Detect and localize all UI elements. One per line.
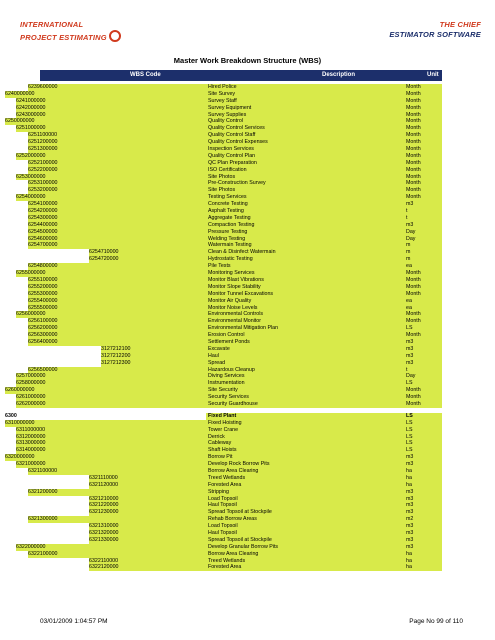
table-row xyxy=(0,236,495,243)
unit-cell: ea xyxy=(404,305,442,312)
description-cell: Borrow Area Clearing xyxy=(206,551,404,558)
unit-cell: Month xyxy=(404,153,442,160)
table-row xyxy=(0,242,495,249)
table-row xyxy=(0,482,495,489)
unit-cell: m3 xyxy=(404,496,442,503)
unit-cell: Month xyxy=(404,180,442,187)
wbs-code-cell: 6321200000 xyxy=(28,489,206,496)
wbs-code-cell: 6242000000 xyxy=(16,105,206,112)
description-cell: Hydrostatic Testing xyxy=(206,256,404,263)
description-cell: Tower Crane xyxy=(206,427,404,434)
table-row xyxy=(0,468,495,475)
unit-cell: Month xyxy=(404,160,442,167)
table-row xyxy=(0,544,495,551)
description-cell: ISO Certification xyxy=(206,167,404,174)
unit-cell: Month xyxy=(404,187,442,194)
logo-right-line2: ESTIMATOR SOFTWARE xyxy=(389,30,481,39)
wbs-code-cell: 6322100000 xyxy=(28,551,206,558)
wbs-code-cell: 6321300000 xyxy=(28,516,206,523)
description-cell: Survey Staff xyxy=(206,98,404,105)
footer-page-number: Page No 99 of 110 xyxy=(409,618,463,625)
description-cell: Environmental Mitigation Plan xyxy=(206,325,404,332)
unit-cell: Month xyxy=(404,284,442,291)
wbs-code-cell: 6256000000 xyxy=(16,311,206,318)
table-row xyxy=(0,249,495,256)
unit-cell: Day xyxy=(404,229,442,236)
description-cell: Asphalt Testing xyxy=(206,208,404,215)
wbs-code-cell: 6256300000 xyxy=(28,332,206,339)
description-cell: Excavate xyxy=(206,346,404,353)
description-cell: Environmental Monitor xyxy=(206,318,404,325)
wbs-code-cell: 6254300000 xyxy=(28,215,206,222)
unit-cell: LS xyxy=(404,434,442,441)
logo-right-line1: THE CHIEF xyxy=(439,20,481,29)
wbs-code-cell: 6239600000 xyxy=(28,84,206,91)
unit-cell: Month xyxy=(404,311,442,318)
unit-cell: LS xyxy=(404,420,442,427)
unit-cell: Month xyxy=(404,318,442,325)
chief-estimator-logo xyxy=(371,20,481,40)
description-cell: Hazardous Cleanup xyxy=(206,367,404,374)
description-cell: Quality Control Plan xyxy=(206,153,404,160)
table-row xyxy=(0,174,495,181)
unit-cell: ha xyxy=(404,468,442,475)
wbs-code-cell: 6255400000 xyxy=(28,298,206,305)
wbs-code-cell: 6252000000 xyxy=(16,153,206,160)
table-row xyxy=(0,291,495,298)
description-cell: Compaction Testing xyxy=(206,222,404,229)
description-cell: Quality Control Services xyxy=(206,125,404,132)
table-row xyxy=(0,427,495,434)
table-row xyxy=(0,367,495,374)
wbs-code-cell: 6321230000 xyxy=(89,509,206,516)
description-cell: Haul Topsoil xyxy=(206,502,404,509)
wbs-code-cell: 6240000000 xyxy=(5,91,206,98)
table-row xyxy=(0,332,495,339)
logo-left-line1: INTERNATIONAL xyxy=(20,20,84,29)
wbs-code-cell: 6255300000 xyxy=(28,291,206,298)
unit-cell: m3 xyxy=(404,537,442,544)
table-row xyxy=(0,84,495,91)
wbs-code-cell: 6322110000 xyxy=(89,558,206,565)
wbs-code-cell: 6254100000 xyxy=(28,201,206,208)
table-row xyxy=(0,112,495,119)
table-row xyxy=(0,208,495,215)
description-cell: Watermain Testing xyxy=(206,242,404,249)
wbs-code-cell: 6241000000 xyxy=(16,98,206,105)
wbs-code-cell: 6311000000 xyxy=(16,427,206,434)
description-cell: Forested Area xyxy=(206,564,404,571)
table-row xyxy=(0,339,495,346)
unit-cell: LS xyxy=(404,447,442,454)
description-cell: Fixed Hoisting xyxy=(206,420,404,427)
unit-cell: Month xyxy=(404,291,442,298)
description-cell: Aggregate Testing xyxy=(206,215,404,222)
column-header-code: WBS Code xyxy=(130,72,161,78)
logo-left-line2: PROJECT ESTIMATING xyxy=(20,30,140,43)
wbs-code-cell: 6321110000 xyxy=(89,475,206,482)
table-row xyxy=(0,461,495,468)
table-row xyxy=(0,325,495,332)
table-row xyxy=(0,180,495,187)
table-row xyxy=(0,146,495,153)
wbs-code-cell: 6252200000 xyxy=(28,167,206,174)
unit-cell: LS xyxy=(404,427,442,434)
logo-mark-icon xyxy=(109,30,121,42)
table-row xyxy=(0,360,495,367)
table-row xyxy=(0,380,495,387)
table-row xyxy=(0,502,495,509)
table-row xyxy=(0,530,495,537)
description-cell: Erosion Control xyxy=(206,332,404,339)
wbs-code-cell: 6255100000 xyxy=(28,277,206,284)
unit-cell: t xyxy=(404,208,442,215)
unit-cell: LS xyxy=(404,380,442,387)
unit-cell: ea xyxy=(404,298,442,305)
table-row xyxy=(0,118,495,125)
description-cell: Instrumentation xyxy=(206,380,404,387)
unit-cell: Month xyxy=(404,132,442,139)
unit-cell: Month xyxy=(404,167,442,174)
wbs-code-cell: 6310000000 xyxy=(5,420,206,427)
description-cell: Monitor Noise Levels xyxy=(206,305,404,312)
wbs-code-cell: 6256400000 xyxy=(28,339,206,346)
wbs-code-cell: 6253100000 xyxy=(28,180,206,187)
table-row xyxy=(0,298,495,305)
description-cell: Develop Granular Borrow Pits xyxy=(206,544,404,551)
unit-cell: Month xyxy=(404,401,442,408)
unit-cell: Month xyxy=(404,194,442,201)
unit-cell: Month xyxy=(404,125,442,132)
unit-cell: m xyxy=(404,249,442,256)
table-row xyxy=(0,284,495,291)
wbs-code-cell: 6321210000 xyxy=(89,496,206,503)
table-row xyxy=(0,523,495,530)
wbs-code-cell: 6314000000 xyxy=(16,447,206,454)
unit-cell: Day xyxy=(404,236,442,243)
table-row xyxy=(0,346,495,353)
table-row xyxy=(0,91,495,98)
description-cell: Derrick xyxy=(206,434,404,441)
wbs-code-cell: 6250000000 xyxy=(5,118,206,125)
description-cell: Site Photos xyxy=(206,187,404,194)
description-cell: Haul xyxy=(206,353,404,360)
description-cell: Welding Testing xyxy=(206,236,404,243)
description-cell: Borrow Area Clearing xyxy=(206,468,404,475)
wbs-code-cell: 6254200000 xyxy=(28,208,206,215)
description-cell: Fixed Plant xyxy=(206,413,404,420)
description-cell: Site Survey xyxy=(206,91,404,98)
unit-cell: ha xyxy=(404,564,442,571)
description-cell: Rehab Borrow Areas xyxy=(206,516,404,523)
table-row xyxy=(0,305,495,312)
unit-cell: m3 xyxy=(404,489,442,496)
wbs-code-cell: 6256500000 xyxy=(28,367,206,374)
footer-timestamp: 03/01/2009 1:04:57 PM xyxy=(40,618,108,625)
wbs-code-cell: 6321220000 xyxy=(89,502,206,509)
unit-cell: m xyxy=(404,242,442,249)
unit-cell: m3 xyxy=(404,339,442,346)
description-cell: Survey Supplies xyxy=(206,112,404,119)
table-row xyxy=(0,167,495,174)
unit-cell: Month xyxy=(404,332,442,339)
wbs-code-cell: 6321320000 xyxy=(89,530,206,537)
unit-cell: ha xyxy=(404,558,442,565)
table-row xyxy=(0,551,495,558)
description-cell: Load Topsoil xyxy=(206,523,404,530)
table-row xyxy=(0,353,495,360)
table-row xyxy=(0,373,495,380)
table-row xyxy=(0,105,495,112)
description-cell: Diving Services xyxy=(206,373,404,380)
wbs-code-cell: 6253200000 xyxy=(28,187,206,194)
table-row xyxy=(0,125,495,132)
description-cell: Pre-Construction Survey xyxy=(206,180,404,187)
table-row xyxy=(0,160,495,167)
description-cell: Inspection Services xyxy=(206,146,404,153)
wbs-code-cell: 6321100000 xyxy=(28,468,206,475)
table-row xyxy=(0,516,495,523)
description-cell: Testing Services xyxy=(206,194,404,201)
table-row xyxy=(0,413,495,420)
unit-cell: Month xyxy=(404,394,442,401)
wbs-code-cell: 6256100000 xyxy=(28,318,206,325)
unit-cell: m3 xyxy=(404,523,442,530)
description-cell: Spread Topsoil at Stockpile xyxy=(206,509,404,516)
description-cell: Spread Topsoil at Stockpile xyxy=(206,537,404,544)
wbs-code-cell: 6255500000 xyxy=(28,305,206,312)
wbs-code-cell: 6255000000 xyxy=(16,270,206,277)
table-row xyxy=(0,509,495,516)
description-cell: Hired Police xyxy=(206,84,404,91)
table-row xyxy=(0,558,495,565)
unit-cell: Month xyxy=(404,91,442,98)
unit-cell: m3 xyxy=(404,509,442,516)
unit-cell: Month xyxy=(404,112,442,119)
description-cell: Shaft Hoists xyxy=(206,447,404,454)
table-row xyxy=(0,440,495,447)
unit-cell: Month xyxy=(404,387,442,394)
description-cell: Monitor Tunnel Excavations xyxy=(206,291,404,298)
description-cell: Monitor Blast Vibrations xyxy=(206,277,404,284)
table-row xyxy=(0,447,495,454)
description-cell: Treed Wetlands xyxy=(206,475,404,482)
wbs-code-cell: 6258000000 xyxy=(16,380,206,387)
table-row xyxy=(0,454,495,461)
unit-cell: m3 xyxy=(404,530,442,537)
unit-cell: t xyxy=(404,367,442,374)
unit-cell: LS xyxy=(404,440,442,447)
table-row xyxy=(0,394,495,401)
unit-cell: Month xyxy=(404,277,442,284)
table-row xyxy=(0,270,495,277)
wbs-code-cell: 6260000000 xyxy=(5,387,206,394)
wbs-code-cell: 6261000000 xyxy=(16,394,206,401)
wbs-code-cell: 3127212200 xyxy=(101,353,206,360)
column-header-description: Description xyxy=(322,72,356,78)
wbs-code-cell: 6254800000 xyxy=(28,263,206,270)
wbs-code-cell: 3127212100 xyxy=(101,346,206,353)
table-row xyxy=(0,537,495,544)
description-cell: Quality Control Staff xyxy=(206,132,404,139)
table-row xyxy=(0,139,495,146)
unit-cell: Month xyxy=(404,98,442,105)
description-cell: Develop Rock Borrow Pits xyxy=(206,461,404,468)
description-cell: Site Photos xyxy=(206,174,404,181)
wbs-code-cell: 6254000000 xyxy=(16,194,206,201)
wbs-code-cell: 6251000000 xyxy=(16,125,206,132)
unit-cell: Month xyxy=(404,84,442,91)
table-row xyxy=(0,98,495,105)
table-row xyxy=(0,387,495,394)
international-project-estimating-logo xyxy=(20,20,140,43)
unit-cell: Month xyxy=(404,139,442,146)
wbs-code-cell: 6300 xyxy=(5,412,17,419)
unit-cell: m2 xyxy=(404,516,442,523)
description-cell: Environmental Controls xyxy=(206,311,404,318)
description-cell: Security Guardhouse xyxy=(206,401,404,408)
table-header xyxy=(40,70,442,81)
column-header-unit: Unit xyxy=(427,72,439,78)
wbs-code-cell: 6321000000 xyxy=(16,461,206,468)
unit-cell: LS xyxy=(404,413,442,420)
table-row xyxy=(0,132,495,139)
wbs-code-cell: 6322120000 xyxy=(89,564,206,571)
description-cell: Quality Control Expenses xyxy=(206,139,404,146)
unit-cell: ha xyxy=(404,551,442,558)
description-cell: Concrete Testing xyxy=(206,201,404,208)
description-cell: Monitor Slope Stability xyxy=(206,284,404,291)
wbs-code-cell: 6243000000 xyxy=(16,112,206,119)
table-row xyxy=(0,420,495,427)
description-cell: Stripping xyxy=(206,489,404,496)
description-cell: Treed Wetlands xyxy=(206,558,404,565)
table-row xyxy=(0,434,495,441)
description-cell: Clean & Disinfect Watermain xyxy=(206,249,404,256)
table-row xyxy=(0,489,495,496)
wbs-code-cell: 6321310000 xyxy=(89,523,206,530)
unit-cell: Month xyxy=(404,146,442,153)
wbs-table-body xyxy=(0,84,495,571)
unit-cell: m3 xyxy=(404,360,442,367)
wbs-code-cell: 6253000000 xyxy=(16,174,206,181)
table-row xyxy=(0,277,495,284)
table-row xyxy=(0,153,495,160)
wbs-code-cell: 6312000000 xyxy=(16,434,206,441)
table-row xyxy=(0,496,495,503)
unit-cell: m xyxy=(404,256,442,263)
wbs-code-cell: 6254400000 xyxy=(28,222,206,229)
unit-cell: Month xyxy=(404,174,442,181)
description-cell: Security Services xyxy=(206,394,404,401)
unit-cell: Month xyxy=(404,118,442,125)
wbs-code-cell: 6252100000 xyxy=(28,160,206,167)
description-cell: Cableway xyxy=(206,440,404,447)
wbs-code-cell: 6254700000 xyxy=(28,242,206,249)
description-cell: Haul Topsoil xyxy=(206,530,404,537)
unit-cell: m3 xyxy=(404,346,442,353)
wbs-code-cell: 6262000000 xyxy=(16,401,206,408)
wbs-code-cell: 6313000000 xyxy=(16,440,206,447)
unit-cell: Day xyxy=(404,373,442,380)
wbs-code-cell: 6256200000 xyxy=(28,325,206,332)
table-row xyxy=(0,256,495,263)
wbs-code-cell: 3127212300 xyxy=(101,360,206,367)
table-row xyxy=(0,194,495,201)
table-row xyxy=(0,201,495,208)
table-row xyxy=(0,187,495,194)
table-row xyxy=(0,401,495,408)
unit-cell: Month xyxy=(404,270,442,277)
wbs-code-cell: 6257000000 xyxy=(16,373,206,380)
description-cell: Monitor Air Quality xyxy=(206,298,404,305)
unit-cell: m3 xyxy=(404,353,442,360)
unit-cell: m3 xyxy=(404,454,442,461)
description-cell: Borrow Pit xyxy=(206,454,404,461)
wbs-code-cell: 6320000000 xyxy=(5,454,206,461)
unit-cell: m3 xyxy=(404,222,442,229)
description-cell: Monitoring Services xyxy=(206,270,404,277)
table-row xyxy=(0,311,495,318)
wbs-code-cell: 6321330000 xyxy=(89,537,206,544)
wbs-code-cell: 6251300000 xyxy=(28,146,206,153)
table-row xyxy=(0,318,495,325)
description-cell: Pressure Testing xyxy=(206,229,404,236)
unit-cell: ha xyxy=(404,482,442,489)
unit-cell: ea xyxy=(404,263,442,270)
wbs-code-cell: 6255200000 xyxy=(28,284,206,291)
table-row xyxy=(0,564,495,571)
unit-cell: Month xyxy=(404,105,442,112)
table-row xyxy=(0,263,495,270)
description-cell: Forested Area xyxy=(206,482,404,489)
description-cell: Pile Tests xyxy=(206,263,404,270)
page-title: Master Work Breakdown Structure (WBS) xyxy=(173,56,322,65)
table-row xyxy=(0,222,495,229)
wbs-code-cell: 6251200000 xyxy=(28,139,206,146)
wbs-code-cell: 6322000000 xyxy=(16,544,206,551)
unit-cell: m3 xyxy=(404,461,442,468)
table-row xyxy=(0,475,495,482)
wbs-code-cell: 6254720000 xyxy=(89,256,206,263)
unit-cell: m3 xyxy=(404,201,442,208)
description-cell: Quality Control xyxy=(206,118,404,125)
wbs-code-cell: 6321120000 xyxy=(89,482,206,489)
unit-cell: LS xyxy=(404,325,442,332)
description-cell: QC Plan Preparation xyxy=(206,160,404,167)
unit-cell: m3 xyxy=(404,544,442,551)
wbs-code-cell: 6251100000 xyxy=(28,132,206,139)
wbs-code-cell: 6254600000 xyxy=(28,236,206,243)
wbs-code-cell: 6254710000 xyxy=(89,249,206,256)
description-cell: Site Security xyxy=(206,387,404,394)
description-cell: Survey Equipment xyxy=(206,105,404,112)
wbs-code-cell: 6254500000 xyxy=(28,229,206,236)
unit-cell: t xyxy=(404,215,442,222)
description-cell: Spread xyxy=(206,360,404,367)
unit-cell: ha xyxy=(404,475,442,482)
table-row xyxy=(0,215,495,222)
description-cell: Settlement Ponds xyxy=(206,339,404,346)
description-cell: Load Topsoil xyxy=(206,496,404,503)
table-row xyxy=(0,229,495,236)
unit-cell: m3 xyxy=(404,502,442,509)
